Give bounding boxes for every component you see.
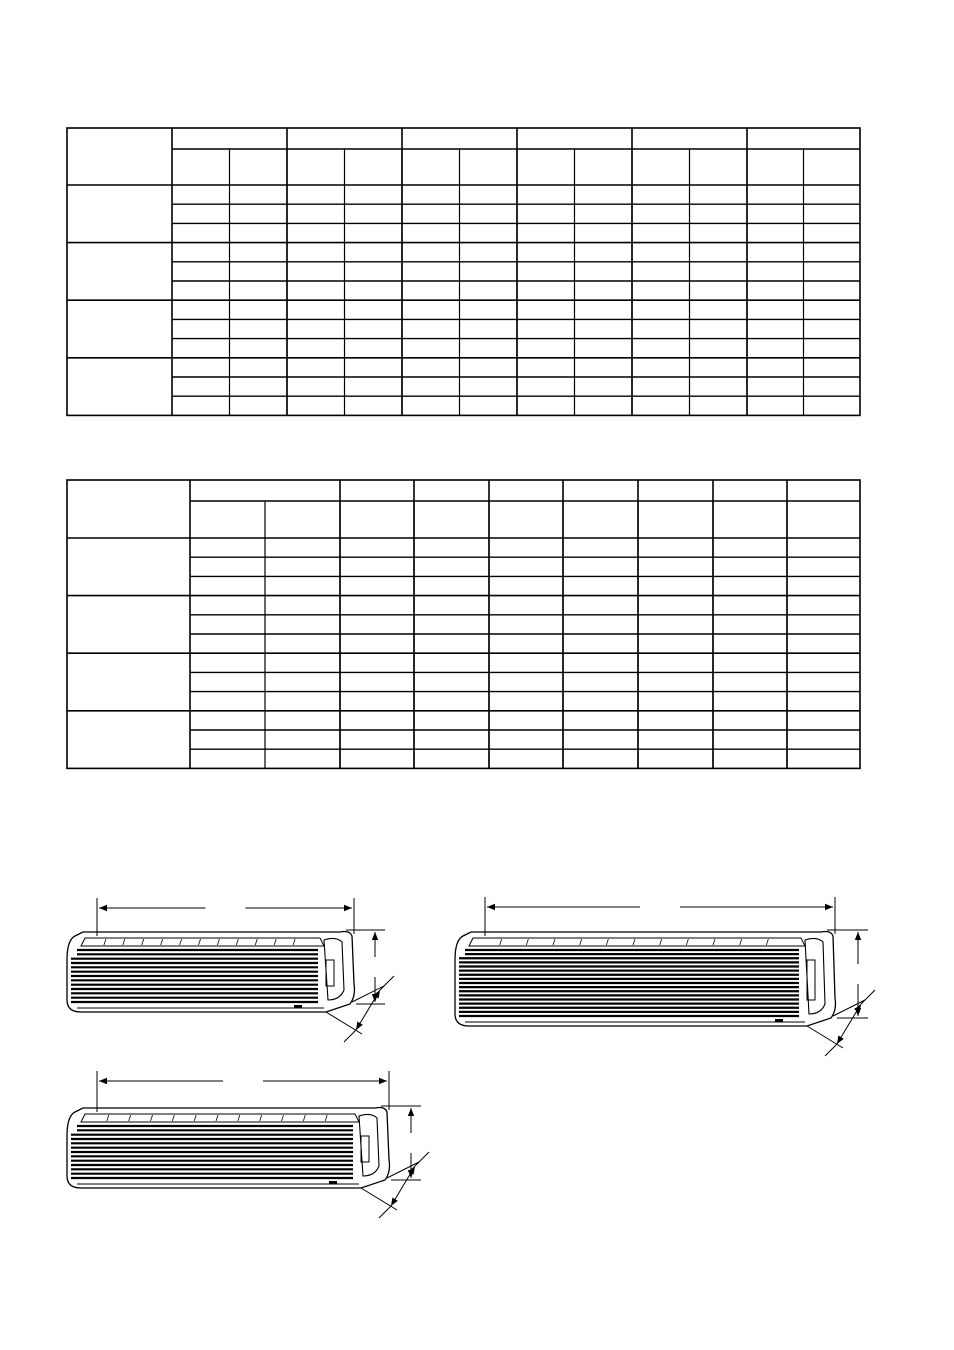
extension-line (326, 1012, 362, 1034)
vent-slot (238, 1115, 240, 1121)
indoor-unit-medium (67, 898, 394, 1042)
vent-slot (633, 939, 635, 945)
vent-slot (293, 939, 295, 945)
unit-body (455, 932, 836, 1027)
tables (67, 128, 860, 768)
spec-table-2 (67, 480, 860, 768)
vent-slot (255, 939, 257, 945)
vent-slot (282, 1115, 284, 1121)
vent-slot (123, 939, 125, 945)
extension-line (807, 1026, 843, 1048)
vent-slot (500, 939, 502, 945)
width-dimension (97, 1071, 389, 1112)
width-dimension (485, 897, 835, 936)
table-frame (67, 128, 860, 415)
indoor-unit-small (67, 1071, 429, 1218)
extension-line (387, 1162, 419, 1178)
leader-line (379, 1206, 391, 1218)
vent-slot (325, 1115, 327, 1121)
vent-slot (104, 939, 106, 945)
unit-body (67, 932, 355, 1013)
vent-slot (553, 939, 555, 945)
vent-slot (151, 1115, 153, 1121)
vent-slot (217, 939, 219, 945)
leader-line (380, 976, 394, 990)
vent-slot (199, 939, 201, 945)
vent-slot (194, 1115, 196, 1121)
leader-line (825, 1044, 837, 1056)
indicator-lamp (775, 1019, 783, 1022)
extension-line (361, 1188, 397, 1210)
vent-slot (260, 1115, 262, 1121)
top-vent (81, 938, 324, 946)
vent-slot (172, 1115, 174, 1121)
top-vent (81, 1114, 359, 1122)
dimension-arrow (391, 1166, 415, 1206)
dimension-arrow (837, 1004, 861, 1044)
extension-line (352, 986, 384, 1002)
table-frame (67, 480, 860, 768)
indicator-lamp (294, 1005, 302, 1008)
vent-slot (606, 939, 608, 945)
vent-slot (236, 939, 238, 945)
extension-line (833, 1000, 865, 1016)
leader-line (344, 1030, 356, 1042)
vent-slot (713, 939, 715, 945)
vent-slot (660, 939, 662, 945)
vent-slot (303, 1115, 305, 1121)
indicator-lamp (329, 1181, 337, 1184)
vent-slot (740, 939, 742, 945)
vent-slot (766, 939, 768, 945)
leader-line (415, 1152, 429, 1166)
vent-slot (142, 939, 144, 945)
vent-slot (686, 939, 688, 945)
vent-slot (580, 939, 582, 945)
spec-table-1 (67, 128, 860, 415)
vent-slot (107, 1115, 109, 1121)
dimension-arrow (356, 990, 380, 1030)
vent-slot (274, 939, 276, 945)
top-vent (469, 938, 805, 946)
vent-slot (216, 1115, 218, 1121)
unit-body (67, 1108, 390, 1189)
vent-slot (161, 939, 163, 945)
vent-slot (526, 939, 528, 945)
vent-slot (180, 939, 182, 945)
indoor-unit-large (455, 897, 875, 1056)
unit-illustrations (67, 897, 875, 1218)
vent-slot (129, 1115, 131, 1121)
width-dimension (97, 898, 354, 936)
leader-line (861, 990, 875, 1004)
